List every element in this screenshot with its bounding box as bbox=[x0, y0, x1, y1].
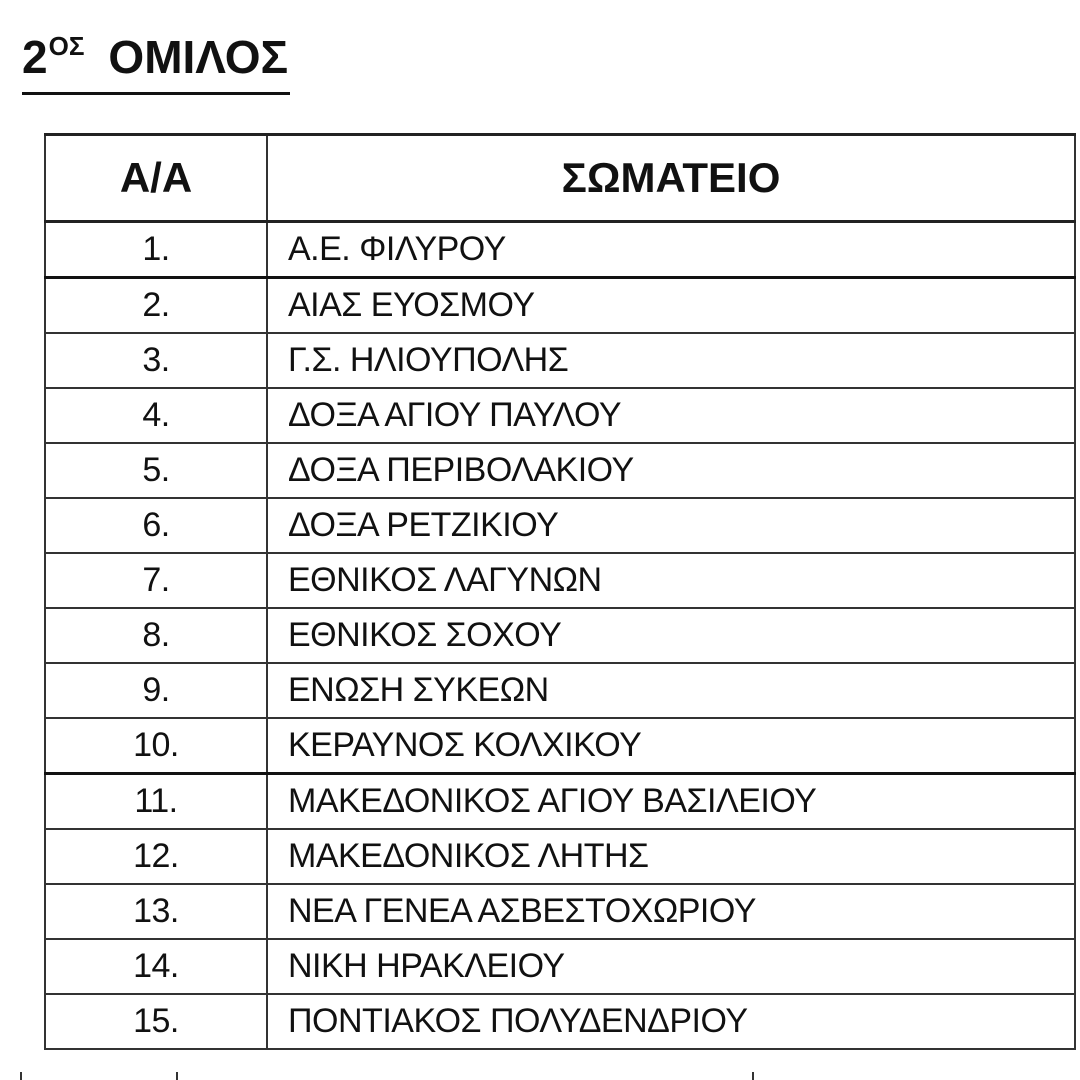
club-name: ΕΘΝΙΚΟΣ ΣΟΧΟΥ bbox=[267, 608, 1075, 663]
table-body bbox=[45, 222, 1075, 1050]
border-tick bbox=[752, 1072, 754, 1080]
column-header-index: Α/Α bbox=[45, 135, 267, 222]
table-row bbox=[45, 498, 1075, 553]
table-row bbox=[45, 553, 1075, 608]
club-name: ΚΕΡΑΥΝΟΣ ΚΟΛΧΙΚΟΥ bbox=[267, 718, 1075, 774]
club-name: Α.Ε. ΦΙΛΥΡΟΥ bbox=[267, 222, 1075, 278]
club-name: ΔΟΞΑ ΡΕΤΖΙΚΙΟΥ bbox=[267, 498, 1075, 553]
club-name: ΝΕΑ ΓΕΝΕΑ ΑΣΒΕΣΤΟΧΩΡΙΟΥ bbox=[267, 884, 1075, 939]
table-row bbox=[45, 884, 1075, 939]
table-row bbox=[45, 939, 1075, 994]
row-number: 12. bbox=[45, 829, 267, 884]
club-name: ΕΝΩΣΗ ΣΥΚΕΩΝ bbox=[267, 663, 1075, 718]
row-number: 4. bbox=[45, 388, 267, 443]
row-number: 2. bbox=[45, 278, 267, 334]
next-table-edge bbox=[0, 1070, 1080, 1080]
club-name: ΔΟΞΑ ΠΕΡΙΒΟΛΑΚΙΟΥ bbox=[267, 443, 1075, 498]
table-row bbox=[45, 829, 1075, 884]
table-row bbox=[45, 333, 1075, 388]
title-ordinal-suffix: ΟΣ bbox=[48, 31, 85, 61]
row-number: 10. bbox=[45, 718, 267, 774]
table-row bbox=[45, 774, 1075, 830]
clubs-table bbox=[44, 133, 1076, 1050]
row-number: 15. bbox=[45, 994, 267, 1049]
table-row bbox=[45, 222, 1075, 278]
row-number: 11. bbox=[45, 774, 267, 830]
title-word: ΟΜΙΛΟΣ bbox=[108, 31, 289, 83]
club-name: ΕΘΝΙΚΟΣ ΛΑΓΥΝΩΝ bbox=[267, 553, 1075, 608]
table-row bbox=[45, 663, 1075, 718]
row-number: 3. bbox=[45, 333, 267, 388]
table-row bbox=[45, 718, 1075, 774]
page-title bbox=[22, 22, 290, 95]
row-number: 8. bbox=[45, 608, 267, 663]
row-number: 1. bbox=[45, 222, 267, 278]
row-number: 7. bbox=[45, 553, 267, 608]
table-row bbox=[45, 443, 1075, 498]
border-tick bbox=[20, 1072, 22, 1080]
border-tick bbox=[176, 1072, 178, 1080]
club-name: ΑΙΑΣ ΕΥΟΣΜΟΥ bbox=[267, 278, 1075, 334]
table-row bbox=[45, 608, 1075, 663]
row-number: 13. bbox=[45, 884, 267, 939]
club-name: ΜΑΚΕΔΟΝΙΚΟΣ ΑΓΙΟΥ ΒΑΣΙΛΕΙΟΥ bbox=[267, 774, 1075, 830]
column-header-club: ΣΩΜΑΤΕΙΟ bbox=[267, 135, 1075, 222]
club-name: ΠΟΝΤΙΑΚΟΣ ΠΟΛΥΔΕΝΔΡΙΟΥ bbox=[267, 994, 1075, 1049]
row-number: 14. bbox=[45, 939, 267, 994]
table-row bbox=[45, 278, 1075, 334]
row-number: 6. bbox=[45, 498, 267, 553]
row-number: 9. bbox=[45, 663, 267, 718]
club-name: ΝΙΚΗ ΗΡΑΚΛΕΙΟΥ bbox=[267, 939, 1075, 994]
table-row bbox=[45, 994, 1075, 1049]
club-name: ΜΑΚΕΔΟΝΙΚΟΣ ΛΗΤΗΣ bbox=[267, 829, 1075, 884]
table-row bbox=[45, 388, 1075, 443]
row-number: 5. bbox=[45, 443, 267, 498]
table-header-row bbox=[45, 135, 1075, 222]
club-name: ΔΟΞΑ ΑΓΙΟΥ ΠΑΥΛΟΥ bbox=[267, 388, 1075, 443]
title-number: 2 bbox=[22, 31, 48, 83]
club-name: Γ.Σ. ΗΛΙΟΥΠΟΛΗΣ bbox=[267, 333, 1075, 388]
